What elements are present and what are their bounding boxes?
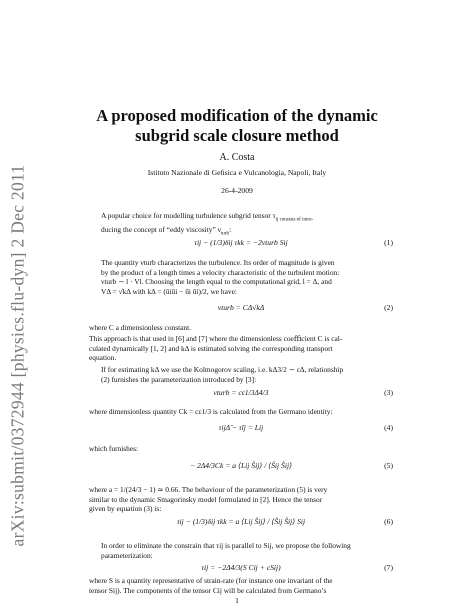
paragraph-kolmogorov: [89, 365, 393, 384]
equation-number: (1): [384, 238, 393, 247]
equation-expression: τij − (1/3)δij τkk = a ⟨Lij Ŝij⟩ / ⟨Ŝij Ŝij⟩ Sij: [176, 517, 306, 526]
text-line: VΔ = √kΔ with kΔ = (ūiūi − ūi ūi)/2, we have:: [101, 286, 237, 296]
equation-number: (4): [384, 423, 393, 432]
paragraph-constrain: [89, 541, 393, 560]
text-line: The quantity νturb characterizes the turbulence. Its order of magnitude is given: [101, 258, 335, 267]
text-line: where dimensionless quantity Ck = cε1/3 is calculated from the Germano identity:: [89, 407, 333, 416]
equation-number: (5): [384, 461, 393, 470]
text-line: A popular choice for modelling turbulence subgrid tensor $\tau_{ij consists of intro-}$: [101, 211, 314, 223]
text-line: where C a dimensionless constant.: [89, 323, 192, 332]
text-line: (2) furnishes the parameterization introduced by [3]:: [101, 374, 257, 384]
text-line: given by equation (3) is:: [89, 504, 162, 514]
equation-7: [89, 561, 393, 575]
text-line: If for estimating kΔ we use the Kolmogorov scaling, i.e. kΔ3/2 ∼ εΔ, relationship: [101, 365, 344, 374]
text-line: which furnishes:: [89, 444, 139, 453]
equation-3: [89, 386, 393, 400]
author: A. Costa: [219, 152, 255, 163]
text-line: equation.: [89, 353, 117, 363]
equation-expression: τij − (1/3)δij τkk = −2νturb Sij: [194, 238, 288, 247]
text-line: tensor Sij). The components of the tensor Cij will be calculated from Germano’s: [89, 585, 327, 595]
paragraph-approach: [89, 334, 393, 363]
page-number: 1: [235, 596, 239, 605]
paragraph-constant: [89, 323, 393, 333]
title-line: subgrid scale closure method: [135, 126, 339, 145]
text-line: ducing the concept of “eddy viscosity” $\nu_{turb}$:: [101, 225, 232, 237]
text-line: νturb ∼ l · Vl. Choosing the length equal to the computational grid, l = Δ, and: [101, 277, 332, 287]
equation-number: (6): [384, 517, 393, 526]
paragraph-intro: [89, 211, 393, 239]
equation-2: [89, 301, 393, 315]
equation-expression: τij = −2Δ4/3(S Cij + cSij): [201, 563, 281, 572]
arxiv-stamp-text: arXiv:submit/0372944 [physics.flu-dyn] 2 Dec 2011: [7, 164, 28, 546]
text-line: where a = 1/(24/3 − 1) ≃ 0.66. The behaviour of the parameterization (5) is very: [89, 485, 328, 494]
paragraph-behaviour: [89, 485, 393, 514]
text-line: similar to the dynamic Smagorinsky model formulated in [2]. Hence the tensor: [89, 494, 323, 504]
text-line: This approach is that used in [6] and [7] where the dimensionless coeﬃcient C is cal-: [89, 334, 343, 343]
equation-4: [89, 421, 393, 435]
paragraph-furnishes: [89, 444, 393, 454]
equation-5: [89, 459, 393, 473]
equation-expression: νturb = CΔ√kΔ: [217, 303, 265, 312]
paragraph-germano: [89, 407, 393, 417]
equation-expression: − 2Δ4/3Ck = a ⟨Lij Ŝij⟩ / ⟨Ŝij Ŝij⟩: [189, 461, 293, 470]
text-line: parameterization:: [101, 550, 153, 560]
equation-number: (7): [384, 563, 393, 572]
paper-title: [70, 106, 404, 146]
text-line: where S is a quantity representative of strain-rate (for instance one invariant of the: [89, 576, 333, 585]
text-line: culated dynamically [1, 2] and kΔ is estimated solving the corresponding transport: [89, 343, 333, 353]
equation-expression: νturb = cε1/3Δ4/3: [213, 388, 269, 397]
affiliation: Istituto Nazionale di Geﬁsica e Vulcanologia, Napoli, Italy: [147, 168, 327, 177]
arxiv-stamp: [4, 120, 32, 590]
text-line: by the product of a length times a velocity characteristic of the turbulent motion:: [101, 267, 340, 277]
paragraph-strain-rate: [89, 576, 393, 595]
text-line: In order to eliminate the constrain that τij is parallel to Sij, we propose the following: [101, 541, 351, 550]
paragraph-turbulence: [89, 258, 393, 296]
equation-number: (3): [384, 388, 393, 397]
date: 26-4-2009: [221, 186, 253, 195]
title-line: A proposed modification of the dynamic: [96, 106, 378, 125]
equation-1: [89, 236, 393, 250]
equation-number: (2): [384, 303, 393, 312]
equation-6: [89, 515, 393, 529]
equation-expression: τijΔ̂ − τ̂ij = Lij: [218, 423, 264, 432]
